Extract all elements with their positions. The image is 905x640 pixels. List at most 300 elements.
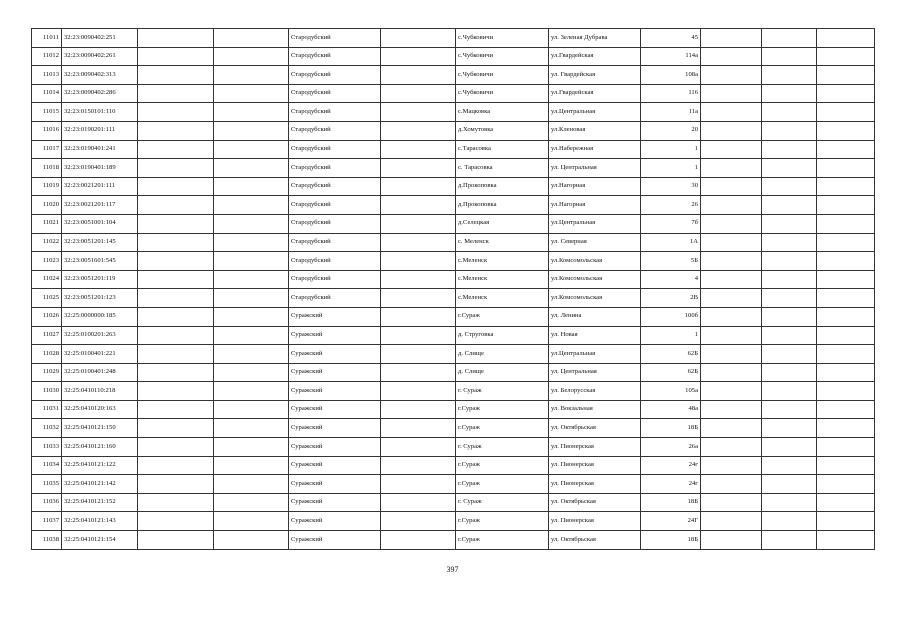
empty-cell — [138, 438, 214, 457]
house-number: 7б — [641, 214, 701, 233]
empty-cell — [214, 326, 289, 345]
street: ул. Октябрьская — [549, 531, 641, 550]
empty-cell — [214, 531, 289, 550]
empty-cell — [381, 214, 456, 233]
empty-cell — [138, 363, 214, 382]
house-number: 1 — [641, 140, 701, 159]
table-row — [32, 493, 875, 512]
cadastral-number: 32:23:0051001:104 — [62, 214, 138, 233]
table-row — [32, 140, 875, 159]
cadastral-number: 32:23:0051201:119 — [62, 270, 138, 289]
empty-cell — [817, 438, 875, 457]
row-number: 11012 — [32, 47, 62, 66]
cadastral-number: 32:25:0410121:142 — [62, 475, 138, 494]
empty-cell — [381, 400, 456, 419]
empty-cell — [138, 326, 214, 345]
district: Суражский — [289, 438, 381, 457]
district: Стародубский — [289, 159, 381, 178]
district: Суражский — [289, 531, 381, 550]
house-number: 18Б — [641, 493, 701, 512]
empty-cell — [701, 438, 762, 457]
locality: г.Сураж — [456, 475, 549, 494]
locality: д. Слище — [456, 345, 549, 364]
row-number: 11022 — [32, 233, 62, 252]
empty-cell — [214, 493, 289, 512]
empty-cell — [138, 345, 214, 364]
house-number: 24Г — [641, 512, 701, 531]
table-row — [32, 345, 875, 364]
locality: с.Мацковка — [456, 103, 549, 122]
empty-cell — [762, 121, 817, 140]
cadastral-number: 32:25:0100401:221 — [62, 345, 138, 364]
empty-cell — [214, 140, 289, 159]
house-number: 62Б — [641, 363, 701, 382]
empty-cell — [381, 103, 456, 122]
empty-cell — [762, 252, 817, 271]
district: Стародубский — [289, 270, 381, 289]
table-row — [32, 103, 875, 122]
empty-cell — [138, 84, 214, 103]
street: ул. Центральная — [549, 363, 641, 382]
empty-cell — [762, 84, 817, 103]
empty-cell — [701, 326, 762, 345]
row-number: 11029 — [32, 363, 62, 382]
empty-cell — [762, 456, 817, 475]
empty-cell — [381, 233, 456, 252]
table-row — [32, 159, 875, 178]
empty-cell — [138, 233, 214, 252]
house-number: 20 — [641, 121, 701, 140]
empty-cell — [138, 475, 214, 494]
empty-cell — [381, 159, 456, 178]
table-row — [32, 400, 875, 419]
empty-cell — [138, 66, 214, 85]
row-number: 11031 — [32, 400, 62, 419]
empty-cell — [381, 345, 456, 364]
empty-cell — [762, 326, 817, 345]
row-number: 11019 — [32, 177, 62, 196]
empty-cell — [817, 382, 875, 401]
empty-cell — [817, 214, 875, 233]
district: Стародубский — [289, 66, 381, 85]
cadastral-number: 32:25:0410121:122 — [62, 456, 138, 475]
empty-cell — [701, 400, 762, 419]
cadastral-number: 32:23:0021201:117 — [62, 196, 138, 215]
cadastral-number: 32:25:0410121:150 — [62, 419, 138, 438]
empty-cell — [762, 400, 817, 419]
empty-cell — [214, 400, 289, 419]
row-number: 11011 — [32, 29, 62, 48]
empty-cell — [381, 382, 456, 401]
empty-cell — [138, 140, 214, 159]
empty-cell — [214, 363, 289, 382]
empty-cell — [214, 47, 289, 66]
street: ул.Центральная — [549, 345, 641, 364]
district: Стародубский — [289, 29, 381, 48]
row-number: 11033 — [32, 438, 62, 457]
empty-cell — [381, 326, 456, 345]
cadastral-number: 32:25:0100401:248 — [62, 363, 138, 382]
locality: г.Сураж — [456, 512, 549, 531]
table-row — [32, 382, 875, 401]
locality: д.Хомутовка — [456, 121, 549, 140]
empty-cell — [381, 140, 456, 159]
empty-cell — [817, 345, 875, 364]
district: Суражский — [289, 493, 381, 512]
empty-cell — [381, 196, 456, 215]
house-number: 116 — [641, 84, 701, 103]
empty-cell — [214, 307, 289, 326]
street: ул. Северная — [549, 233, 641, 252]
street: ул.Нагорная — [549, 196, 641, 215]
empty-cell — [817, 326, 875, 345]
locality: д.Прокоповка — [456, 196, 549, 215]
district: Стародубский — [289, 214, 381, 233]
cadastral-number: 32:25:0000000:185 — [62, 307, 138, 326]
locality: г.Сураж — [456, 456, 549, 475]
cadastral-number: 32:23:0021201:111 — [62, 177, 138, 196]
locality: г. Сураж — [456, 493, 549, 512]
empty-cell — [701, 177, 762, 196]
row-number: 11013 — [32, 66, 62, 85]
empty-cell — [381, 438, 456, 457]
cadastral-number: 32:25:0410121:152 — [62, 493, 138, 512]
empty-cell — [762, 438, 817, 457]
district: Суражский — [289, 345, 381, 364]
house-number: 5Б — [641, 252, 701, 271]
table-row — [32, 307, 875, 326]
house-number: 24г — [641, 456, 701, 475]
locality: с.Тарасовка — [456, 140, 549, 159]
empty-cell — [381, 419, 456, 438]
house-number: 4 — [641, 270, 701, 289]
row-number: 11026 — [32, 307, 62, 326]
empty-cell — [701, 66, 762, 85]
empty-cell — [381, 177, 456, 196]
table-row — [32, 214, 875, 233]
empty-cell — [214, 345, 289, 364]
locality: д.Прокоповка — [456, 177, 549, 196]
empty-cell — [817, 270, 875, 289]
empty-cell — [762, 214, 817, 233]
street: ул. Ленина — [549, 307, 641, 326]
empty-cell — [138, 493, 214, 512]
empty-cell — [817, 66, 875, 85]
empty-cell — [762, 140, 817, 159]
house-number: 108а — [641, 66, 701, 85]
locality: с.Чубковичи — [456, 47, 549, 66]
district: Суражский — [289, 400, 381, 419]
empty-cell — [138, 456, 214, 475]
cadastral-number: 32:25:0410121:143 — [62, 512, 138, 531]
locality: г. Сураж — [456, 382, 549, 401]
house-number: 18Б — [641, 531, 701, 550]
empty-cell — [701, 512, 762, 531]
empty-cell — [381, 363, 456, 382]
house-number: 24г — [641, 475, 701, 494]
empty-cell — [214, 66, 289, 85]
empty-cell — [701, 382, 762, 401]
district: Стародубский — [289, 121, 381, 140]
empty-cell — [138, 177, 214, 196]
empty-cell — [701, 140, 762, 159]
cadastral-number: 32:25:0410120:163 — [62, 400, 138, 419]
street: ул.Центральная — [549, 103, 641, 122]
empty-cell — [701, 531, 762, 550]
street: ул. Центральная — [549, 159, 641, 178]
street: ул. Октябрьская — [549, 419, 641, 438]
row-number: 11038 — [32, 531, 62, 550]
row-number: 11024 — [32, 270, 62, 289]
empty-cell — [214, 438, 289, 457]
district: Стародубский — [289, 196, 381, 215]
empty-cell — [138, 270, 214, 289]
street: ул.Гвардейская — [549, 47, 641, 66]
district: Стародубский — [289, 289, 381, 308]
cadastral-number: 32:25:0410110:218 — [62, 382, 138, 401]
empty-cell — [381, 456, 456, 475]
street: ул. Пионерская — [549, 456, 641, 475]
empty-cell — [762, 475, 817, 494]
empty-cell — [762, 382, 817, 401]
empty-cell — [701, 307, 762, 326]
row-number: 11023 — [32, 252, 62, 271]
cadastral-number: 32:23:0051201:123 — [62, 289, 138, 308]
empty-cell — [762, 512, 817, 531]
district: Суражский — [289, 475, 381, 494]
empty-cell — [817, 159, 875, 178]
cadastral-number: 32:25:0100201:263 — [62, 326, 138, 345]
district: Стародубский — [289, 140, 381, 159]
empty-cell — [762, 233, 817, 252]
table-row — [32, 419, 875, 438]
empty-cell — [138, 307, 214, 326]
row-number: 11034 — [32, 456, 62, 475]
empty-cell — [762, 196, 817, 215]
house-number: 1 — [641, 326, 701, 345]
empty-cell — [701, 345, 762, 364]
empty-cell — [138, 289, 214, 308]
table-row — [32, 121, 875, 140]
row-number: 11025 — [32, 289, 62, 308]
empty-cell — [138, 47, 214, 66]
locality: с.Чубковичи — [456, 84, 549, 103]
empty-cell — [762, 493, 817, 512]
empty-cell — [138, 196, 214, 215]
locality: д.Селецкая — [456, 214, 549, 233]
cadastral-number: 32:23:0090402:286 — [62, 84, 138, 103]
cadastral-number: 32:23:0190401:189 — [62, 159, 138, 178]
empty-cell — [762, 419, 817, 438]
empty-cell — [214, 196, 289, 215]
empty-cell — [138, 382, 214, 401]
house-number: 1 — [641, 159, 701, 178]
table-row — [32, 196, 875, 215]
cadastral-number: 32:23:0190201:111 — [62, 121, 138, 140]
locality: г.Сураж — [456, 307, 549, 326]
empty-cell — [381, 121, 456, 140]
table-row — [32, 252, 875, 271]
empty-cell — [701, 84, 762, 103]
empty-cell — [214, 29, 289, 48]
street: ул. Пионерская — [549, 475, 641, 494]
empty-cell — [701, 214, 762, 233]
empty-cell — [214, 289, 289, 308]
empty-cell — [817, 47, 875, 66]
empty-cell — [381, 512, 456, 531]
district: Суражский — [289, 326, 381, 345]
empty-cell — [701, 29, 762, 48]
street: ул. Новая — [549, 326, 641, 345]
house-number: 105а — [641, 382, 701, 401]
street: ул. Гвардейская — [549, 66, 641, 85]
cadastral-number: 32:23:0090402:261 — [62, 47, 138, 66]
street: ул.Гвардейская — [549, 84, 641, 103]
cadastral-number: 32:25:0410121:160 — [62, 438, 138, 457]
empty-cell — [701, 475, 762, 494]
empty-cell — [701, 456, 762, 475]
table-row — [32, 29, 875, 48]
street: ул.Набережная — [549, 140, 641, 159]
empty-cell — [817, 140, 875, 159]
empty-cell — [214, 419, 289, 438]
empty-cell — [138, 512, 214, 531]
table-row — [32, 66, 875, 85]
empty-cell — [214, 512, 289, 531]
row-number: 11014 — [32, 84, 62, 103]
page-number: 397 — [446, 565, 459, 574]
empty-cell — [138, 121, 214, 140]
empty-cell — [817, 233, 875, 252]
street: ул. Вокзальная — [549, 400, 641, 419]
table-row — [32, 512, 875, 531]
table-row — [32, 289, 875, 308]
empty-cell — [214, 456, 289, 475]
empty-cell — [817, 363, 875, 382]
house-number: 1А — [641, 233, 701, 252]
house-number: 2В — [641, 289, 701, 308]
table-row — [32, 363, 875, 382]
empty-cell — [381, 47, 456, 66]
locality: г.Сураж — [456, 419, 549, 438]
empty-cell — [701, 196, 762, 215]
locality: с. Тарасовка — [456, 159, 549, 178]
empty-cell — [381, 475, 456, 494]
locality: с.Чубковичи — [456, 66, 549, 85]
district: Стародубский — [289, 177, 381, 196]
district: Суражский — [289, 382, 381, 401]
empty-cell — [817, 289, 875, 308]
empty-cell — [381, 252, 456, 271]
table-row — [32, 233, 875, 252]
empty-cell — [138, 400, 214, 419]
empty-cell — [762, 345, 817, 364]
cadastral-number: 32:25:0410121:154 — [62, 531, 138, 550]
empty-cell — [762, 289, 817, 308]
row-number: 11030 — [32, 382, 62, 401]
locality: с.Меленск — [456, 289, 549, 308]
street: ул.Нагорная — [549, 177, 641, 196]
row-number: 11037 — [32, 512, 62, 531]
table-row — [32, 456, 875, 475]
empty-cell — [381, 531, 456, 550]
empty-cell — [701, 47, 762, 66]
cadastral-number: 32:23:0150101:110 — [62, 103, 138, 122]
house-number: 114а — [641, 47, 701, 66]
street: ул. Октябрьская — [549, 493, 641, 512]
empty-cell — [817, 196, 875, 215]
district: Суражский — [289, 307, 381, 326]
district: Суражский — [289, 363, 381, 382]
row-number: 11018 — [32, 159, 62, 178]
table-row — [32, 531, 875, 550]
district: Стародубский — [289, 252, 381, 271]
street: ул.Комсомольская — [549, 252, 641, 271]
locality: с.Меленск — [456, 270, 549, 289]
empty-cell — [762, 177, 817, 196]
empty-cell — [817, 307, 875, 326]
empty-cell — [381, 307, 456, 326]
district: Стародубский — [289, 103, 381, 122]
empty-cell — [214, 121, 289, 140]
empty-cell — [817, 475, 875, 494]
empty-cell — [762, 103, 817, 122]
empty-cell — [762, 363, 817, 382]
empty-cell — [381, 66, 456, 85]
table-row — [32, 84, 875, 103]
street: ул.Кленовая — [549, 121, 641, 140]
empty-cell — [138, 214, 214, 233]
empty-cell — [762, 531, 817, 550]
register-table-body — [32, 29, 875, 550]
street: ул.Комсомольская — [549, 289, 641, 308]
locality: с. Меленск — [456, 233, 549, 252]
locality: с.Меленск — [456, 252, 549, 271]
empty-cell — [214, 159, 289, 178]
empty-cell — [381, 84, 456, 103]
empty-cell — [817, 103, 875, 122]
cadastral-number: 32:23:0090402:313 — [62, 66, 138, 85]
empty-cell — [381, 289, 456, 308]
empty-cell — [214, 84, 289, 103]
row-number: 11032 — [32, 419, 62, 438]
row-number: 11028 — [32, 345, 62, 364]
empty-cell — [762, 47, 817, 66]
table-row — [32, 270, 875, 289]
empty-cell — [381, 493, 456, 512]
empty-cell — [701, 103, 762, 122]
empty-cell — [701, 121, 762, 140]
empty-cell — [817, 121, 875, 140]
district: Суражский — [289, 419, 381, 438]
row-number: 11027 — [32, 326, 62, 345]
house-number: 48а — [641, 400, 701, 419]
empty-cell — [138, 103, 214, 122]
house-number: 26 — [641, 196, 701, 215]
house-number: 18Б — [641, 419, 701, 438]
empty-cell — [817, 400, 875, 419]
house-number: 26а — [641, 438, 701, 457]
empty-cell — [138, 29, 214, 48]
row-number: 11020 — [32, 196, 62, 215]
table-row — [32, 47, 875, 66]
house-number: 100б — [641, 307, 701, 326]
street: ул.Комсомольская — [549, 270, 641, 289]
empty-cell — [817, 252, 875, 271]
empty-cell — [214, 103, 289, 122]
row-number: 11035 — [32, 475, 62, 494]
street: ул. Пионерская — [549, 512, 641, 531]
